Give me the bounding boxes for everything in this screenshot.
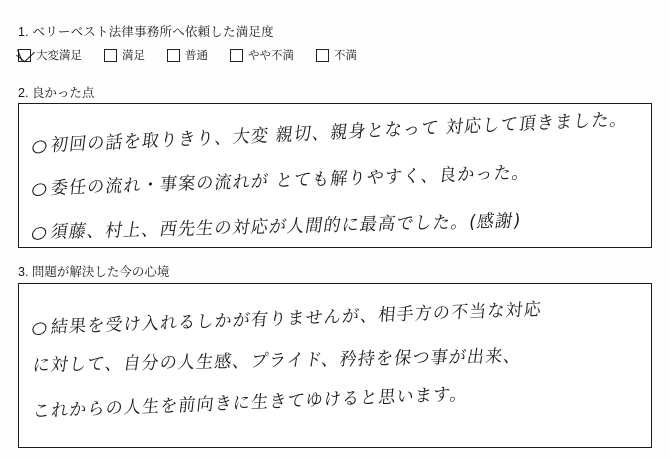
checkbox-very-satisfied[interactable]	[18, 49, 31, 62]
choice-neutral[interactable]	[167, 47, 208, 63]
handwritten-line: 須藤、村上、西先生の対応が人間的に最高でした。(感謝)	[31, 205, 524, 243]
handwritten-bullet-icon	[32, 225, 47, 241]
choice-label: 普通	[185, 50, 208, 62]
choice-very-satisfied[interactable]	[18, 47, 82, 63]
choice-label: やや不満	[248, 50, 294, 62]
choice-somewhat-dissatisfied[interactable]	[230, 47, 294, 63]
checkbox-neutral[interactable]	[167, 49, 180, 62]
choice-label: 不満	[334, 50, 357, 62]
handwritten-line: 初回の話を取りきり、大変 親切、親身となって 対応して頂きました。	[32, 104, 630, 158]
handwritten-bullet-icon	[32, 138, 47, 154]
handwritten-line: これからの人生を前向きに生きてゆけると思います。	[31, 383, 470, 423]
checkbox-satisfied[interactable]	[104, 49, 117, 62]
handwritten-bullet-icon	[32, 320, 47, 336]
answer-box-current-feelings[interactable]	[18, 283, 652, 448]
checkbox-somewhat-dissatisfied[interactable]	[230, 49, 243, 62]
choice-satisfied[interactable]	[104, 47, 145, 63]
question-2-title: 2. 良かった点	[18, 86, 95, 100]
question-1-title: 1. ベリーベスト法律事務所へ依頼した満足度	[18, 25, 274, 39]
choice-label: 満足	[122, 50, 145, 62]
handwritten-line: 結果を受け入れるしかが有りませんが、相手方の不当な対応	[32, 294, 543, 339]
checkbox-dissatisfied[interactable]	[316, 49, 329, 62]
choice-label: 大変満足	[36, 50, 82, 62]
choice-dissatisfied[interactable]	[316, 47, 357, 63]
question-3-title: 3. 問題が解決した今の心境	[18, 265, 170, 279]
handwritten-line: に対して、自分の人生感、プライド、矜持を保つ事が出来、	[31, 345, 524, 377]
satisfaction-choice-group[interactable]	[18, 47, 379, 63]
answer-box-good-points[interactable]	[18, 103, 652, 248]
handwritten-bullet-icon	[32, 181, 47, 197]
handwritten-line: 委任の流れ・事案の流れが とても解りやすく、良かった。	[32, 157, 532, 200]
